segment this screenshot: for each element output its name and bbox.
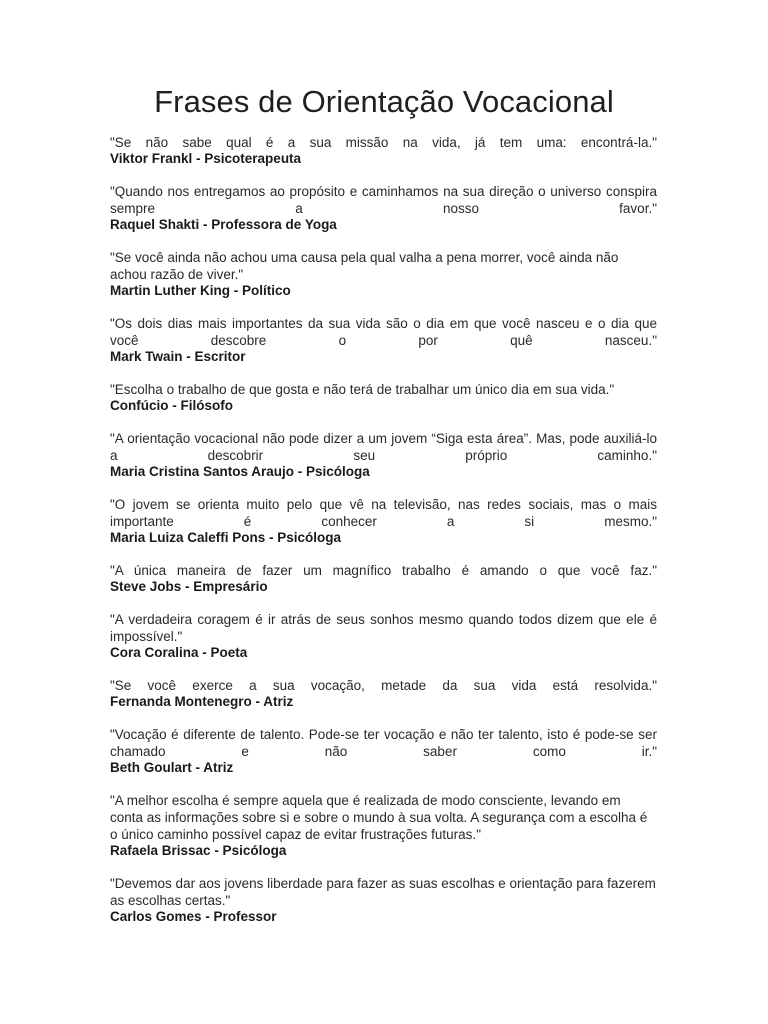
- quote-text: "Se você exerce a sua vocação, metade da sua vida está resolvida.": [110, 678, 657, 693]
- quote-text: "Devemos dar aos jovens liberdade para fazer as suas escolhas e orientação para fazerem as escolhas certas.": [110, 876, 656, 908]
- quote-item: [110, 430, 657, 480]
- quote-text: "Quando nos entregamos ao propósito e caminhamos na sua direção o universo conspira sempre a nosso favor.": [110, 184, 657, 216]
- quote-text: "Se você ainda não achou uma causa pela qual valha a pena morrer, você ainda não achou razão de viver.": [110, 250, 619, 282]
- quote-item: [110, 677, 657, 710]
- quote-item: [110, 134, 657, 167]
- quote-author: Viktor Frankl - Psicoterapeuta: [110, 151, 302, 166]
- quote-author: Fernanda Montenegro - Atriz: [110, 694, 294, 709]
- quote-author: Rafaela Brissac - Psicóloga: [110, 843, 287, 858]
- quote-author: Carlos Gomes - Professor: [110, 909, 277, 924]
- quote-text: "A orientação vocacional não pode dizer a um jovem “Siga esta área”. Mas, pode auxiliá-lo a descobrir seu próprio caminho.": [110, 431, 657, 463]
- quote-text: "Os dois dias mais importantes da sua vida são o dia em que você nasceu e o dia que você descobre o por quê nasceu.": [110, 316, 657, 348]
- quote-author: Steve Jobs - Empresário: [110, 579, 268, 594]
- quote-text: "A única maneira de fazer um magnífico trabalho é amando o que você faz.": [110, 563, 657, 578]
- quote-author: Confúcio - Filósofo: [110, 398, 233, 413]
- quote-text: "Se não sabe qual é a sua missão na vida, já tem uma: encontrá-la.": [110, 135, 657, 150]
- quote-text: "Vocação é diferente de talento. Pode-se ter vocação e não ter talento, isto é pode-se ser chamado e não saber como ir.": [110, 727, 657, 759]
- quote-author: Maria Luiza Caleffi Pons - Psicóloga: [110, 530, 342, 545]
- quote-author: Martin Luther King - Político: [110, 283, 291, 298]
- quote-text: "Escolha o trabalho de que gosta e não terá de trabalhar um único dia em sua vida.": [110, 382, 615, 397]
- quote-text: "A melhor escolha é sempre aquela que é realizada de modo consciente, levando em conta as informações sobre si e sobre o mundo à sua volta. A segurança com a escolha é o único caminho possível capaz de evitar frustrações futuras.": [110, 793, 648, 842]
- quote-author: Beth Goulart - Atriz: [110, 760, 234, 775]
- quote-item: [110, 726, 657, 776]
- quote-item: [110, 381, 657, 414]
- quote-item: [110, 875, 657, 925]
- quote-author: Cora Coralina - Poeta: [110, 645, 248, 660]
- quote-author: Mark Twain - Escritor: [110, 349, 246, 364]
- quote-item: [110, 183, 657, 233]
- quote-text: "O jovem se orienta muito pelo que vê na televisão, nas redes sociais, mas o mais importante é conhecer a si mesmo.": [110, 497, 657, 529]
- quote-item: [110, 792, 657, 859]
- quote-item: [110, 562, 657, 595]
- quote-author: Maria Cristina Santos Araujo - Psicóloga: [110, 464, 370, 479]
- quote-text: "A verdadeira coragem é ir atrás de seus sonhos mesmo quando todos dizem que ele é impossível.": [110, 612, 657, 644]
- quote-item: [110, 315, 657, 365]
- quote-item: [110, 249, 657, 299]
- quote-list: [110, 134, 657, 941]
- quote-item: [110, 611, 657, 661]
- page-title: Frases de Orientação Vocacional: [154, 84, 614, 119]
- quote-author: Raquel Shakti - Professora de Yoga: [110, 217, 337, 232]
- quote-item: [110, 496, 657, 546]
